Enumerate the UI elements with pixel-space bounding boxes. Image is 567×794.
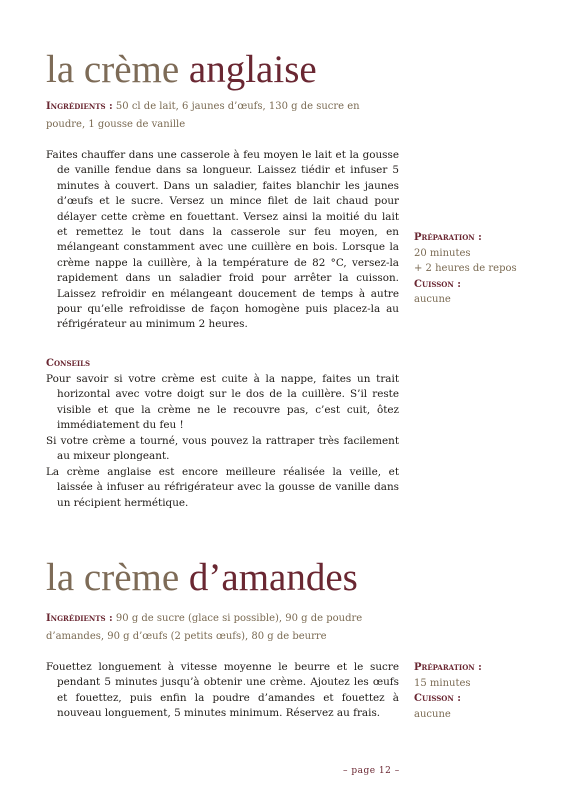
rest-time: + 2 heures de repos xyxy=(414,263,517,274)
method-creme-amandes: Fouettez longuement à vitesse moyenne le beurre et le sucre pendant 5 minutes jusqu’à obtenir une crème. Ajoutez les œufs et fouettez, puis enfin la poudre d’amandes et fouettez à nouveau longuement, 5 minutes minimum. Réservez au frais. xyxy=(46,661,399,720)
ingredients-text: 90 g de sucre (glace si possible), 90 g de poudre d’amandes, 90 g d’œufs (2 petits œufs), 80 g de beurre xyxy=(46,613,363,642)
cook-value: aucune xyxy=(414,294,451,305)
prep-time: 15 minutes xyxy=(414,677,471,689)
ingredients-label: Ingrédients : xyxy=(46,613,113,624)
cook-value: aucune xyxy=(414,708,451,720)
conseil-1: Pour savoir si votre crème est cuite à la nappe, faites un trait horizontal avec votre doigt sur le dos de la cuillère. S’il reste visible et que la crème ne le recouvre pas, c’est cuit, ôtez immédiatement du feu ! xyxy=(46,373,399,432)
page-number: – page 12 – xyxy=(343,766,400,776)
prep-info-creme-amandes xyxy=(414,660,554,722)
title-part-1: la crème xyxy=(46,556,189,599)
cook-label: Cuisson : xyxy=(414,278,461,290)
conseil-2: Si votre crème a tourné, vous pouvez la rattraper très facilement au mixeur plongeant. xyxy=(46,435,399,463)
method-creme-anglaise: Faites chauffer dans une casserole à feu moyen le lait et la gousse de vanille fendue dans sa longueur. Laissez tiédir et infuser 5 minutes à couvert. Dans un saladier, faites blanchir les jaunes d’œufs et le sucre. Versez un mince filet de lait chaud pour délayer cette crème en fouettant. Versez ainsi la moitié du lait et remettez le tout dans la casserole sur feu moyen, en mélangeant constamment avec une cuillère en bois. Lorsque la crème nappe la cuillère, à la température de 82 °C, versez-la rapidement dans un saladier froid pour arrêter la cuisson. Laissez refroidir en mélangeant doucement de temps à autre pour qu’elle refroidisse de façon homogène puis placez-la au réfrigérateur au minimum 2 heures. xyxy=(46,149,399,331)
prep-label: Préparation : xyxy=(414,232,482,243)
ingredients-creme-amandes xyxy=(46,610,386,646)
conseil-3: La crème anglaise est encore meilleure réalisée la veille, et laissée à infuser au réfrigérateur avec la gousse de vanille dans un récipient hermétique. xyxy=(46,466,399,509)
conseils-label: Conseils xyxy=(46,358,91,369)
ingredients-label: Ingrédients : xyxy=(46,101,113,112)
title-part-1: la crème xyxy=(46,48,189,91)
prep-label: Préparation : xyxy=(414,662,482,673)
title-part-2: anglaise xyxy=(188,48,317,91)
recipe-title-creme-anglaise xyxy=(46,50,317,89)
prep-time: 20 minutes xyxy=(414,247,471,259)
ingredients-creme-anglaise xyxy=(46,98,386,134)
prep-info-creme-anglaise xyxy=(414,230,554,308)
recipe-title-creme-amandes xyxy=(46,558,358,597)
title-part-2: d’amandes xyxy=(188,556,358,599)
cook-label: Cuisson : xyxy=(414,693,461,704)
ingredients-text: 50 cl de lait, 6 jaunes d’œufs, 130 g de sucre en poudre, 1 gousse de vanille xyxy=(46,101,360,130)
